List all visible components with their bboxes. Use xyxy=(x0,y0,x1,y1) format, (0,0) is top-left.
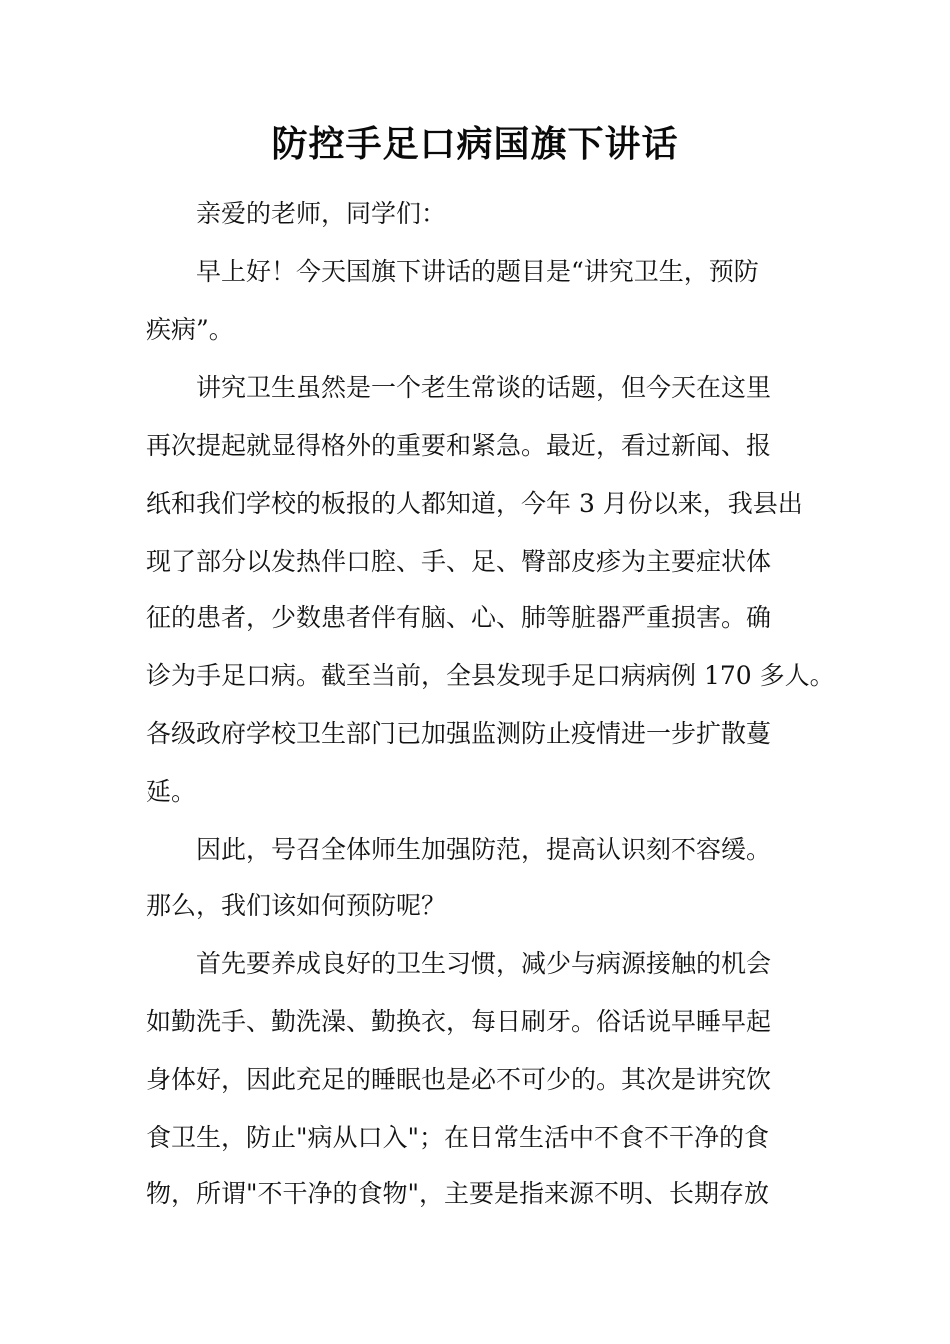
text-line: 征的患者，少数患者伴有脑、心、肺等脏器严重损害。确 xyxy=(146,603,772,632)
text-line: 食卫生，防止"病从口入"；在日常生活中不食不干净的食 xyxy=(146,1123,770,1152)
text-line: 现了部分以发热伴口腔、手、足、臀部皮疹为主要症状体 xyxy=(146,547,772,576)
text-line: 各级政府学校卫生部门已加强监测防止疫情进一步扩散蔓 xyxy=(146,719,772,748)
text-line: 首先要养成良好的卫生习惯，减少与病源接触的机会 xyxy=(196,949,772,978)
text-line: 讲究卫生虽然是一个老生常谈的话题，但今天在这里 xyxy=(196,373,772,402)
text-line: 身体好，因此充足的睡眠也是必不可少的。其次是讲究饮 xyxy=(146,1065,772,1094)
text-line: 延。 xyxy=(146,777,197,806)
document-title: 防控手足口病国旗下讲话 xyxy=(271,123,679,165)
text-line: 早上好！今天国旗下讲话的题目是“讲究卫生，预防 xyxy=(196,257,759,286)
text-line: 因此，号召全体师生加强防范，提高认识刻不容缓。 xyxy=(196,835,772,864)
text-line: 纸和我们学校的板报的人都知道，今年 3 月份以来，我县出 xyxy=(146,489,803,518)
text-line: 如勤洗手、勤洗澡、勤换衣，每日刷牙。俗话说早睡早起 xyxy=(146,1007,772,1036)
text-line: 那么，我们该如何预防呢？ xyxy=(146,891,447,920)
text-line-greeting: 亲爱的老师，同学们： xyxy=(196,199,447,228)
text-line: 疾病”。 xyxy=(146,315,234,344)
text-line: 物，所谓"不干净的食物"，主要是指来源不明、长期存放 xyxy=(146,1179,770,1208)
text-line: 诊为手足口病。截至当前，全县发现手足口病病例 170 多人。 xyxy=(146,661,835,690)
text-line: 再次提起就显得格外的重要和紧急。最近，看过新闻、报 xyxy=(146,431,772,460)
